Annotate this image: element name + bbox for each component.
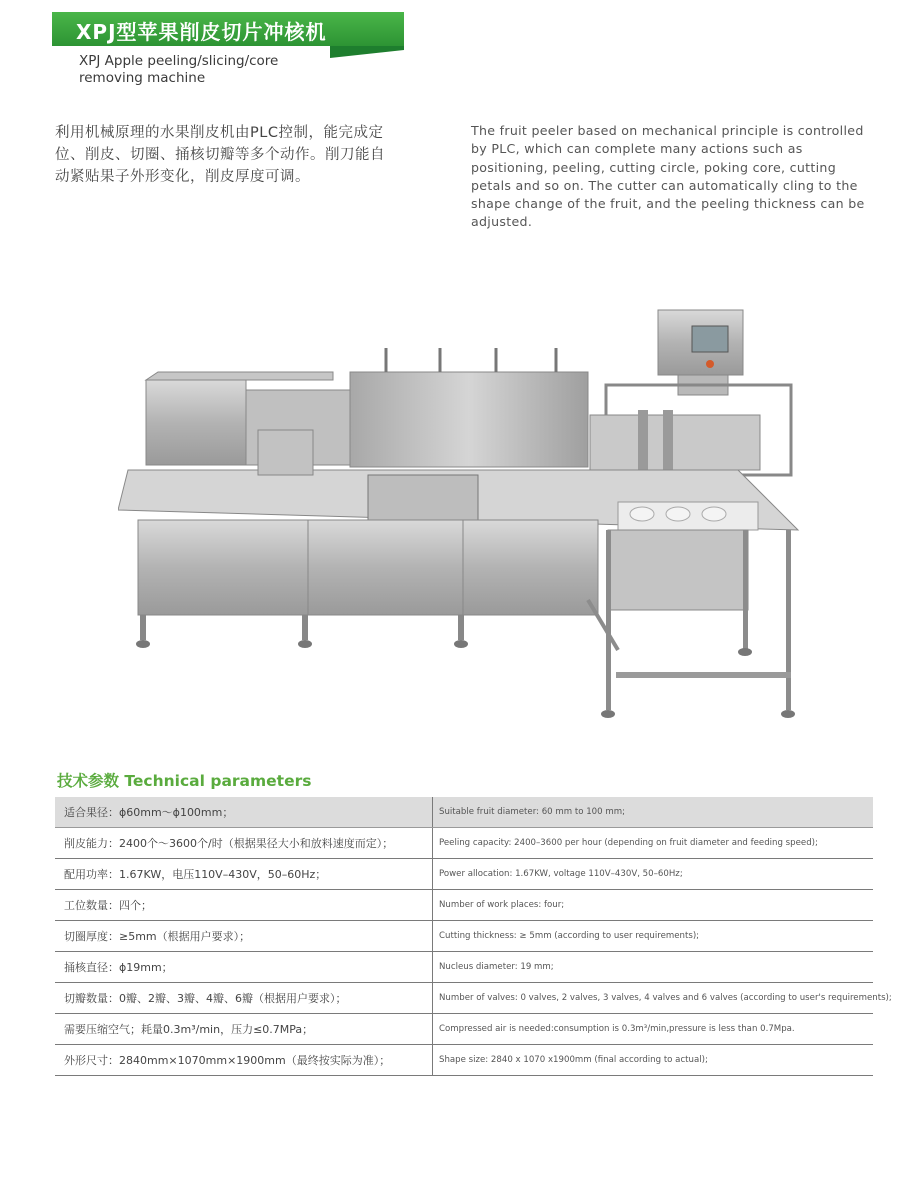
central-housing — [350, 372, 588, 467]
param-cn: 外形尺寸：2840mm×1070mm×1900mm（最终按实际为准）； — [55, 1045, 433, 1076]
left-housing — [146, 380, 246, 465]
param-en: Power allocation: 1.67KW, voltage 110V–430V, 50–60Hz; — [433, 859, 874, 890]
param-cn: 削皮能力：2400个～3600个/时（根据果径大小和放料速度而定）； — [55, 828, 433, 859]
table-row — [55, 828, 873, 859]
page-title: XPJ型苹果削皮切片冲核机 — [76, 20, 327, 44]
param-en: Number of valves: 0 valves, 2 valves, 3 valves, 4 valves and 6 valves (according to user's requirements); — [433, 983, 874, 1014]
params-title: 技术参数 Technical parameters — [57, 772, 312, 790]
param-cn: 切圈厚度：≥5mm（根据用户要求）； — [55, 921, 433, 952]
param-cn: 适合果径：ϕ60mm～ϕ100mm； — [55, 797, 433, 828]
title-banner — [52, 12, 404, 46]
lower-cabinet — [138, 520, 598, 615]
table-row — [55, 983, 873, 1014]
table-row — [55, 1045, 873, 1076]
params-table — [55, 797, 892, 1076]
page-subtitle: XPJ Apple peeling/slicing/core removing machine — [79, 53, 279, 86]
param-en: Nucleus diameter: 19 mm; — [433, 952, 874, 983]
table-row — [55, 921, 873, 952]
table-row — [55, 859, 873, 890]
description-chinese: 利用机械原理的水果削皮机由PLC控制，能完成定位、削皮、切圈、捅核切瓣等多个动作。削刀能自动紧贴果子外形变化，削皮厚度可调。 — [55, 125, 385, 185]
table-row — [55, 952, 873, 983]
param-cn: 需要压缩空气；耗量0.3m³/min，压力≤0.7MPa； — [55, 1014, 433, 1045]
param-cn: 捅核直径：ϕ19mm； — [55, 952, 433, 983]
param-en: Shape size: 2840 x 1070 x1900mm (final according to actual); — [433, 1045, 874, 1076]
table-row — [55, 797, 873, 828]
param-en: Number of work places: four; — [433, 890, 874, 921]
param-cn: 工位数量：四个； — [55, 890, 433, 921]
machine-photo — [118, 300, 808, 730]
param-en: Cutting thickness: ≥ 5mm (according to user requirements); — [433, 921, 874, 952]
param-en: Compressed air is needed:consumption is 0.3m³/min,pressure is less than 0.7Mpa. — [433, 1014, 874, 1045]
param-cn: 切瓣数量：0瓣、2瓣、3瓣、4瓣、6瓣（根据用户要求）； — [55, 983, 433, 1014]
description-english: The fruit peeler based on mechanical principle is controlled by PLC, which can complete many actions such as positioning, peeling, cutting circle, poking core, cutting petals and so on. The cutter can automatically cling to the shape change of the fruit, and the peeling thickness can be adjusted. — [471, 123, 865, 230]
table-row — [55, 890, 873, 921]
param-en: Peeling capacity: 2400–3600 per hour (depending on fruit diameter and feeding speed); — [433, 828, 874, 859]
param-en: Suitable fruit diameter: 60 mm to 100 mm; — [433, 797, 874, 828]
param-cn: 配用功率：1.67KW，电压110V–430V，50–60Hz； — [55, 859, 433, 890]
table-row — [55, 1014, 873, 1045]
